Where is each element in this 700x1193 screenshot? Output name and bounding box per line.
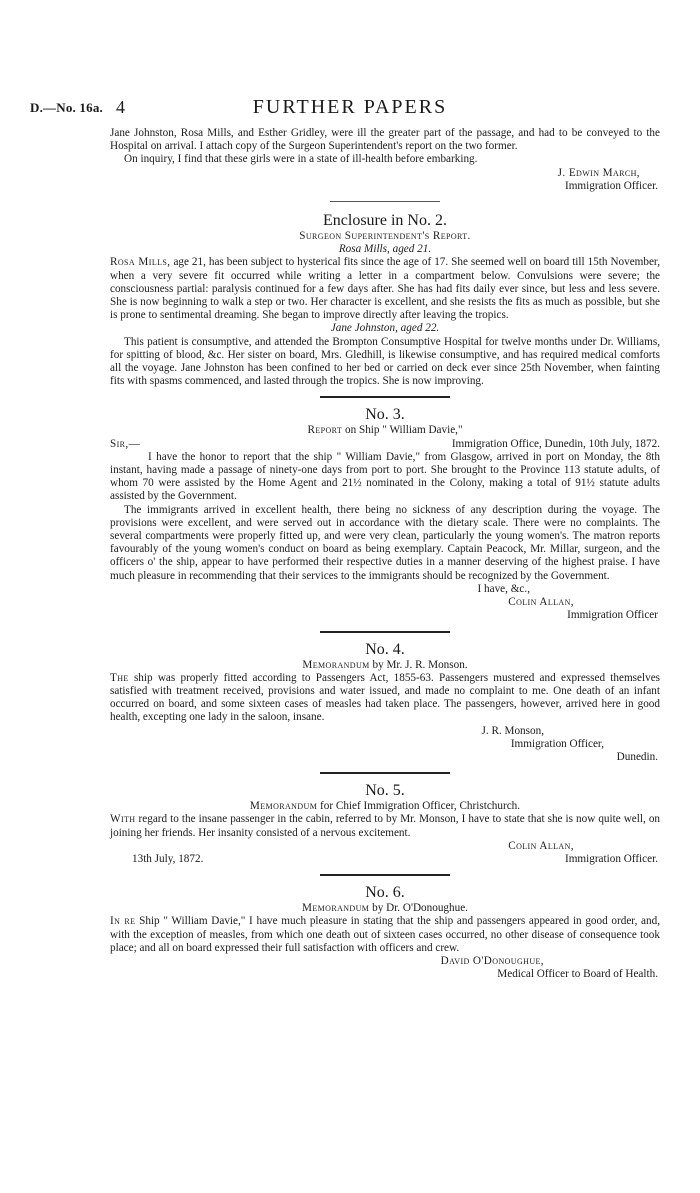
document-body: [110, 127, 660, 981]
no3-subheading-text: on Ship " William Davie,": [344, 424, 463, 437]
no5-subheading-text: for Chief Immigration Officer, Christchurch.: [320, 800, 521, 813]
no6-lead: In re: [110, 915, 136, 928]
signature-name: David O'Donoughue,: [440, 954, 544, 967]
jane-johnston-report: This patient is consumptive, and attended the Brompton Consumptive Hospital for twelve months under Dr. Williams, for spitting of blood, &c. Her sister on board, Mrs. Gledhill, is likewise consumptive, and has required medical comforts all the voyage. Jane Johnston has been confined to her bed or carried on deck ever since 25th November, when fainting fits with spasms commenced, and lasted through the tropics. She is now improving.: [110, 335, 660, 388]
no3-paragraph-2: The immigrants arrived in excellent health, there being no sickness of any description during the voyage. The provisions were excellent, and were served out in accordance with the dietary scale. There were no complaints. The several compartments were properly fitted up, and were very clean, particularly the young women's. The matron reports favourably of the young women's conduct on board as being exemplary. Captain Peacock, Mr. Millar, surgeon, and the officers o' the ship, appear to have performed their respective duties in a manner deserving of the highest praise. I have much pleasure in recommending that their services to the immigrants should be recognized by the Government.: [110, 503, 660, 582]
no3-heading: No. 3.: [365, 406, 405, 424]
signature-title: Immigration Officer: [567, 609, 658, 622]
section-divider: [320, 772, 450, 774]
no3-subheading: [110, 424, 660, 437]
no4-signature: [110, 725, 660, 765]
signature-place: Dunedin.: [616, 750, 658, 763]
enclosure-subheading: Surgeon Superintendent's Report.: [299, 230, 471, 243]
intro-paragraph-2: On inquiry, I find that these girls were in a state of ill-health before embarking.: [124, 153, 478, 166]
rosa-mills-text: age 21, has been subject to hysterical fits since the age of 17. She seemed well on board till 15th November, when a very severe fit occurred while writing a letter in a compartment below. Convulsions were severe; the consciousness partial: paralysis continued for a few days after. She has had fits daily ever since, but less and less severe. She is now beginning to walk a step or two. Her character is excellent, and she resists the fits as much as possible, but she is prone to sentimental dreaming. She began to improve directly after leaving the tropics.: [110, 256, 661, 322]
no4-subheading: [110, 659, 660, 672]
intro-signature: [110, 167, 660, 193]
running-title: FURTHER PAPERS: [252, 96, 448, 118]
no5-date-row: [110, 853, 660, 866]
no6-signature: [110, 955, 660, 981]
no6-subheading-lead: Memorandum: [302, 902, 370, 915]
section-divider: [320, 631, 450, 633]
no3-signature: [110, 583, 660, 623]
no4-heading: No. 4.: [365, 640, 405, 658]
no5-lead: With: [110, 813, 136, 826]
intro-paragraph-1: Jane Johnston, Rosa Mills, and Esther Gridley, were ill the greater part of the passage, and had to be conveyed to the Hospital on arrival. I attach copy of the Surgeon Superintendent's report on the two former.: [110, 127, 660, 153]
memo-date: 13th July, 1872.: [132, 852, 204, 865]
no6-heading: No. 6.: [365, 884, 405, 902]
rosa-mills-report: [110, 256, 660, 322]
signature-title: Medical Officer to Board of Health.: [497, 968, 658, 981]
no6-text: Ship " William Davie," I have much pleasure in stating that the ship and passengers appeared in good order, and, with the exception of measles, from which one death out of sixteen cases occurred, no other disease of consequence took place; and all on board expressed their full satisfaction with officers and crew.: [110, 915, 661, 954]
no4-text: ship was properly fitted according to Passengers Act, 1855-63. Passengers mustered and expressed themselves satisfied with treatment received, provisions and water issued, and made no complaint to me. One death of an infant occurred on board, and some sixteen cases of measles had taken place. The passengers, however, arrived here in good health, excepting one lady in the saloon, insane.: [110, 671, 661, 724]
no5-memorandum: [110, 813, 660, 839]
jane-johnston-caption: Jane Johnston, aged 22.: [330, 322, 440, 335]
no5-subheading-lead: Memorandum: [249, 800, 318, 813]
signature-name: Colin Allan,: [508, 596, 574, 609]
signature-title: Immigration Officer.: [565, 852, 658, 865]
no5-subheading: [110, 800, 660, 813]
no4-lead: The: [110, 671, 129, 684]
page-number: 4: [116, 97, 125, 117]
section-divider: [330, 201, 440, 202]
closing: I have, &c.,: [477, 582, 530, 595]
no6-subheading-text: by Dr. O'Donoughue.: [372, 902, 468, 915]
rosa-mills-caption: Rosa Mills, aged 21.: [338, 243, 432, 256]
section-divider: [320, 874, 450, 876]
no4-memorandum: [110, 672, 660, 725]
no6-subheading: [110, 902, 660, 915]
place-date: Immigration Office, Dunedin, 10th July, 1872.: [451, 437, 660, 450]
signature-name: J. Edwin March,: [557, 166, 640, 179]
no3-paragraph-1: I have the honor to report that the ship " William Davie," from Glasgow, arrived in port on Monday, the 8th instant, having made a passage of ninety-one days from port to port. She brought to the Province 113 statute adults, of whom 70 were assisted by the Home Agent and 21½ nominated in the Colony, making a total of 91½ statute adults assisted by the Government.: [110, 450, 660, 503]
salutation: Sir,—: [110, 437, 141, 450]
no6-memorandum: [110, 915, 660, 955]
signature-name: Colin Allan,: [508, 839, 574, 852]
rosa-mills-lead: Rosa Mills,: [110, 256, 171, 269]
no3-subheading-lead: Report: [307, 424, 343, 437]
no4-subheading-lead: Memorandum: [302, 658, 370, 671]
signature-title: Immigration Officer.: [565, 179, 658, 192]
signature-title: Immigration Officer,: [510, 737, 604, 750]
signature-name: J. R. Monson,: [481, 724, 544, 737]
section-divider: [320, 396, 450, 398]
no4-subheading-text: by Mr. J. R. Monson.: [372, 658, 468, 671]
no5-signature: [110, 840, 660, 853]
document-reference: D.—No. 16a.: [30, 100, 103, 115]
no5-text: regard to the insane passenger in the cabin, referred to by Mr. Monson, I have to state that she is now quite well, on joining her friends. Her insanity consisted of a nervous excitement.: [110, 813, 661, 839]
no3-salutation-row: [110, 438, 660, 451]
no5-heading: No. 5.: [365, 782, 405, 800]
page-header: [30, 96, 670, 120]
enclosure-heading: Enclosure in No. 2.: [323, 212, 447, 230]
